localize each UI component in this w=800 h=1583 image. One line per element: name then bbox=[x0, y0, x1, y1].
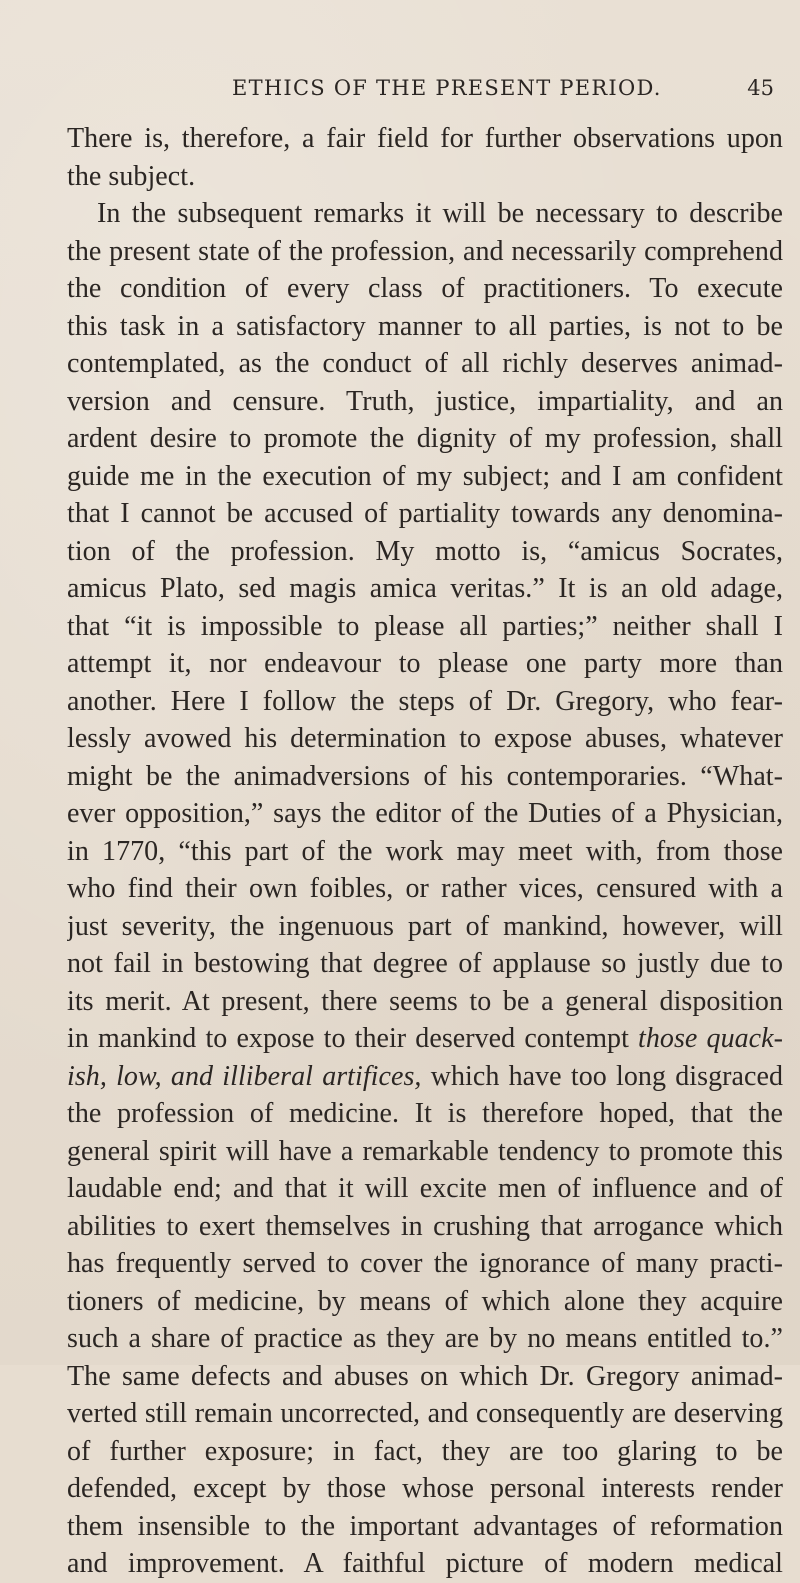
page-number: 45 bbox=[747, 76, 774, 100]
text-line-with-italics bbox=[67, 1058, 783, 1096]
text-line: who find their own foibles, or rather vices, censured with a bbox=[67, 873, 783, 904]
text-line: in 1770, “this part of the work may meet with, from those bbox=[67, 835, 783, 867]
running-header: ETHICS OF THE PRESENT PERIOD. bbox=[232, 76, 662, 100]
text-line: attempt it, nor endeavour to please one party more than bbox=[67, 648, 783, 679]
italic-text-segment: those quack- bbox=[638, 1023, 783, 1054]
text-line: lessly avowed his determination to expose abuses, whatever bbox=[67, 723, 783, 754]
text-line: tioners of medicine, by means of which alone they acquire bbox=[67, 1285, 783, 1317]
main-text-block bbox=[67, 120, 783, 1579]
text-line: defended, except by those whose personal interests render bbox=[67, 1473, 783, 1504]
text-line: guide me in the execution of my subject; and I am confident bbox=[67, 460, 783, 492]
text-line: There is, therefore, a fair field for further observations upon bbox=[67, 123, 783, 154]
text-line: the subject. bbox=[67, 160, 196, 192]
text-line: amicus Plato, sed magis amica veritas.” It is an old adage, bbox=[67, 573, 783, 604]
text-line: contemplated, as the conduct of all richly deserves animad- bbox=[67, 348, 783, 379]
text-line: its merit. At present, there seems to be a general disposition bbox=[67, 985, 783, 1017]
text-line: ever opposition,” says the editor of the Duties of a Physician, bbox=[67, 798, 783, 829]
text-line: In the subsequent remarks it will be necessary to describe bbox=[97, 198, 783, 229]
text-line: tion of the profession. My motto is, “amicus Socrates, bbox=[67, 535, 783, 567]
text-line: of further exposure; in fact, they are too glaring to be bbox=[67, 1435, 783, 1467]
text-line: that “it is impossible to please all parties;” neither shall I bbox=[67, 610, 783, 642]
text-line: the present state of the profession, and necessarily comprehend bbox=[67, 235, 783, 267]
text-line: the condition of every class of practitioners. To execute bbox=[67, 273, 783, 304]
text-line: another. Here I follow the steps of Dr. Gregory, who fear- bbox=[67, 685, 783, 717]
text-segment: in mankind to expose to their deserved contempt bbox=[67, 1023, 629, 1054]
text-line: version and censure. Truth, justice, impartiality, and an bbox=[67, 385, 783, 417]
text-line: laudable end; and that it will excite men of influence and of bbox=[67, 1173, 783, 1204]
text-line: verted still remain uncorrected, and consequently are deserving bbox=[67, 1398, 783, 1429]
text-line: not fail in bestowing that degree of applause so justly due to bbox=[67, 948, 783, 979]
text-line: this task in a satisfactory manner to all parties, is not to be bbox=[67, 310, 783, 342]
text-line: might be the animadversions of his contemporaries. “What- bbox=[67, 760, 783, 792]
text-line: and improvement. A faithful picture of modern medical bbox=[67, 1548, 783, 1579]
text-line: general spirit will have a remarkable tendency to promote this bbox=[67, 1135, 783, 1167]
text-line: that I cannot be accused of partiality towards any denomina- bbox=[67, 498, 783, 529]
text-line: abilities to exert themselves in crushing that arrogance which bbox=[67, 1210, 783, 1242]
text-line: ardent desire to promote the dignity of my profession, shall bbox=[67, 423, 783, 454]
text-line: just severity, the ingenuous part of mankind, however, will bbox=[67, 910, 783, 942]
text-segment: which have too long disgraced bbox=[430, 1060, 783, 1092]
text-line: The same defects and abuses on which Dr. Gregory animad- bbox=[67, 1360, 783, 1392]
text-line-with-italics bbox=[67, 1020, 783, 1058]
text-line: has frequently served to cover the ignorance of many practi- bbox=[67, 1248, 783, 1279]
text-line: the profession of medicine. It is therefore hoped, that the bbox=[67, 1098, 783, 1129]
text-line: such a share of practice as they are by no means entitled to.” bbox=[67, 1323, 783, 1354]
italic-text-segment: ish, low, and illiberal artifices, bbox=[67, 1060, 422, 1092]
text-line: them insensible to the important advantages of reformation bbox=[67, 1510, 783, 1542]
